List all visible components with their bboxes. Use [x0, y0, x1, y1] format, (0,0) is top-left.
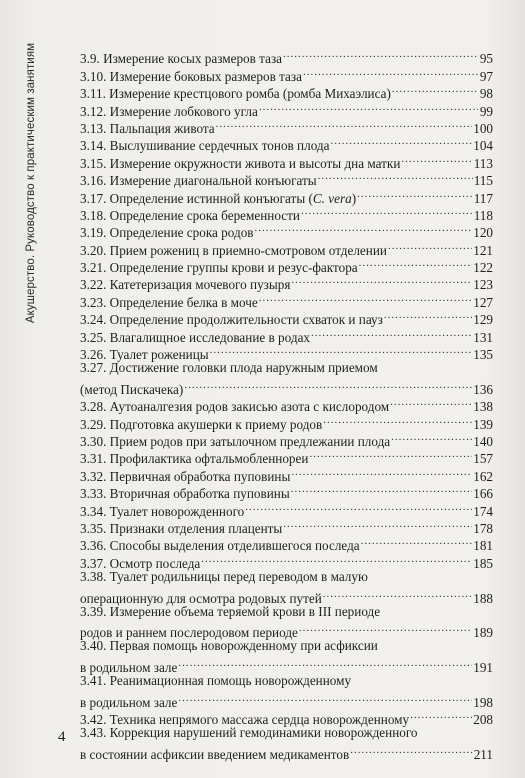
toc-entry — [80, 655, 493, 676]
dot-leader — [216, 116, 473, 133]
toc-entry-title: 3.15. Измерение окружности живота и высоты дна матки — [80, 155, 401, 171]
toc-entry-page: 189 — [473, 625, 493, 641]
toc-entry-title: 3.42. Техника непрямого массажа сердца новорожденному — [80, 712, 410, 728]
toc-entry-title: 3.39. Измерение объема теряемой крови в III периоде — [80, 603, 381, 619]
toc-entry — [80, 689, 493, 710]
dot-leader — [323, 411, 472, 428]
toc-entry-title: 3.36. Способы выделения отделившегося последа — [80, 538, 360, 554]
toc-entry — [80, 637, 493, 654]
page-number: 4 — [58, 729, 66, 745]
toc-entry-page: 104 — [473, 138, 493, 154]
dot-leader — [259, 289, 472, 306]
toc-entry-page: 120 — [473, 225, 493, 241]
toc-entry-title: 3.28. Аутоаналгезия родов закисью азота с кислородом — [80, 399, 390, 415]
toc-entry-title: 3.22. Катетеризация мочевого пузыря — [80, 277, 291, 293]
dot-leader — [299, 620, 472, 637]
dot-leader — [201, 550, 472, 567]
toc-entry-title: родов и раннем послеродовом периоде — [80, 625, 298, 641]
toc-entry-title: 3.16. Измерение диагональной конъюгаты — [80, 173, 317, 189]
toc-entry-title: в родильном зале — [80, 660, 178, 676]
toc-entry-page: 139 — [473, 416, 493, 432]
toc-entry-page: 127 — [473, 294, 493, 310]
dot-leader — [410, 707, 472, 724]
dot-leader — [390, 394, 472, 411]
running-title-text: Акушерство. Руководство к практическим занятиям — [25, 42, 37, 324]
toc-entry-title: операционную для осмотра родовых путей — [80, 590, 322, 606]
running-title — [24, 18, 38, 348]
dot-leader — [392, 81, 478, 98]
dot-leader — [210, 342, 473, 359]
toc-entry-title: 3.37. Осмотр последа — [80, 555, 201, 571]
toc-entry-page: 208 — [473, 712, 493, 728]
toc-entry — [80, 585, 493, 606]
toc-entry-page: 181 — [473, 538, 493, 554]
dot-leader — [359, 255, 473, 272]
dot-leader — [259, 98, 478, 115]
toc-entry-page: 211 — [473, 747, 493, 763]
toc-entry-title: 3.21. Определение группы крови и резус-фактора — [80, 260, 358, 276]
toc-entry-page: 100 — [473, 120, 493, 136]
toc-entry-page: 113 — [473, 155, 493, 171]
toc-entry-title: 3.23. Определение белка в моче — [80, 294, 258, 310]
toc-entry — [80, 46, 493, 67]
toc-entry-title: 3.41. Реанимационная помощь новорожденному — [80, 673, 352, 689]
dot-leader — [255, 220, 473, 237]
toc-entry-title: 3.30. Прием родов при затылочном предлежании плода — [80, 433, 391, 449]
toc-entry — [80, 672, 493, 689]
dot-leader — [178, 689, 472, 706]
toc-entry-page: 131 — [473, 329, 493, 345]
toc-entry-page: 178 — [473, 520, 493, 536]
toc-entry-title: 3.20. Прием рожениц в приемно-смотровом отделении — [80, 242, 387, 258]
toc-entry-page: 138 — [473, 399, 493, 415]
toc-entry-page: 136 — [473, 381, 493, 397]
dot-leader — [245, 498, 472, 515]
dot-leader — [384, 307, 472, 324]
toc-entry-title: 3.25. Влагалищное исследование в родах — [80, 329, 311, 345]
toc-entry-title: 3.24. Определение продолжительности схваток и пауз — [80, 312, 383, 328]
toc-entry-title-italic: C. vera — [312, 190, 352, 206]
toc-entry-page: 97 — [479, 68, 493, 84]
toc-entry-page: 198 — [473, 694, 493, 710]
toc-entry-title: 3.11. Измерение крестцового ромба (ромба Михаэлиса) — [80, 86, 391, 102]
toc-entry-title: 3.34. Туалет новорожденного — [80, 503, 245, 519]
table-of-contents — [80, 46, 493, 763]
toc-entry-title: 3.40. Первая помощь новорожденному при асфиксии — [80, 638, 378, 654]
dot-leader — [323, 585, 472, 602]
toc-entry-title: в состоянии асфиксии введением медикаментов — [80, 747, 350, 763]
toc-entry-title: 3.19. Определение срока родов — [80, 225, 254, 241]
dot-leader — [301, 203, 473, 220]
toc-entry-title: 3.18. Определение срока беременности — [80, 207, 300, 223]
dot-leader — [361, 533, 473, 550]
toc-entry-page: 157 — [473, 451, 493, 467]
dot-leader — [291, 481, 473, 498]
toc-entry-title: 3.32. Первичная обработка пуповины — [80, 468, 291, 484]
dot-leader — [178, 655, 472, 672]
toc-entry-title: 3.35. Признаки отделения плаценты — [80, 520, 283, 536]
dot-leader — [291, 272, 472, 289]
toc-entry-page: 117 — [473, 190, 493, 206]
toc-entry — [80, 359, 493, 376]
toc-entry-title: 3.12. Измерение лобкового угла — [80, 103, 258, 119]
dot-leader — [350, 742, 473, 759]
dot-leader — [391, 429, 472, 446]
dot-leader — [309, 446, 472, 463]
toc-entry — [80, 620, 493, 641]
dot-leader — [401, 150, 472, 167]
toc-entry-title: 3.10. Измерение боковых размеров таза — [80, 68, 302, 84]
toc-entry-title-part: ) — [351, 190, 357, 206]
toc-entry-title: 3.43. Коррекция нарушений гемодинамики новорожденного — [80, 725, 418, 741]
toc-entry-page: 166 — [473, 486, 493, 502]
toc-entry-page: 121 — [473, 242, 493, 258]
toc-entry-title: в родильном зале — [80, 694, 178, 710]
dot-leader — [357, 185, 473, 202]
toc-entry — [80, 724, 493, 741]
dot-leader — [283, 516, 472, 533]
toc-entry — [80, 603, 493, 620]
dot-leader — [388, 237, 472, 254]
toc-entry-title: 3.13. Пальпация живота — [80, 120, 215, 136]
toc-entry — [80, 376, 493, 397]
dot-leader — [184, 376, 472, 393]
toc-entry-page: 174 — [473, 503, 493, 519]
toc-entry-page: 95 — [479, 51, 493, 67]
toc-entry-page: 140 — [473, 433, 493, 449]
dot-leader — [283, 46, 478, 63]
toc-entry-title-part: 3.17. Определение истинной конъюгаты ( — [80, 190, 313, 206]
toc-entry-page: 188 — [473, 590, 493, 606]
toc-entry-page: 118 — [473, 207, 493, 223]
toc-entry-page: 98 — [479, 86, 493, 102]
toc-entry-title: 3.26. Туалет роженицы — [80, 347, 209, 363]
toc-entry-title: 3.38. Туалет родильницы перед переводом в малую — [80, 568, 368, 584]
toc-entry-title: 3.27. Достижение головки плода наружным приемом — [80, 360, 378, 376]
toc-entry-title: 3.33. Вторичная обработка пуповины — [80, 486, 290, 502]
dot-leader — [291, 463, 472, 480]
toc-entry — [80, 568, 493, 585]
dot-leader — [330, 133, 472, 150]
toc-entry-title: 3.14. Выслушивание сердечных тонов плода — [80, 138, 330, 154]
dot-leader — [311, 324, 472, 341]
toc-entry-page: 185 — [473, 555, 493, 571]
toc-entry-page: 123 — [473, 277, 493, 293]
toc-entry-page: 115 — [473, 173, 493, 189]
toc-entry-page: 122 — [473, 260, 493, 276]
toc-entry — [80, 742, 493, 763]
toc-entry-title: 3.31. Профилактика офтальмобленнореи — [80, 451, 309, 467]
toc-entry-title: 3.9. Измерение косых размеров таза — [80, 51, 283, 67]
dot-leader — [318, 168, 473, 185]
toc-entry-page: 99 — [479, 103, 493, 119]
toc-entry-title: 3.29. Подготовка акушерки к приему родов — [80, 416, 323, 432]
toc-entry-page: 191 — [473, 660, 493, 676]
toc-entry-title: (метод Пискачека) — [80, 381, 184, 397]
dot-leader — [303, 63, 478, 80]
toc-entry-page: 135 — [473, 347, 493, 363]
toc-entry-page: 162 — [473, 468, 493, 484]
toc-entry-page: 129 — [473, 312, 493, 328]
